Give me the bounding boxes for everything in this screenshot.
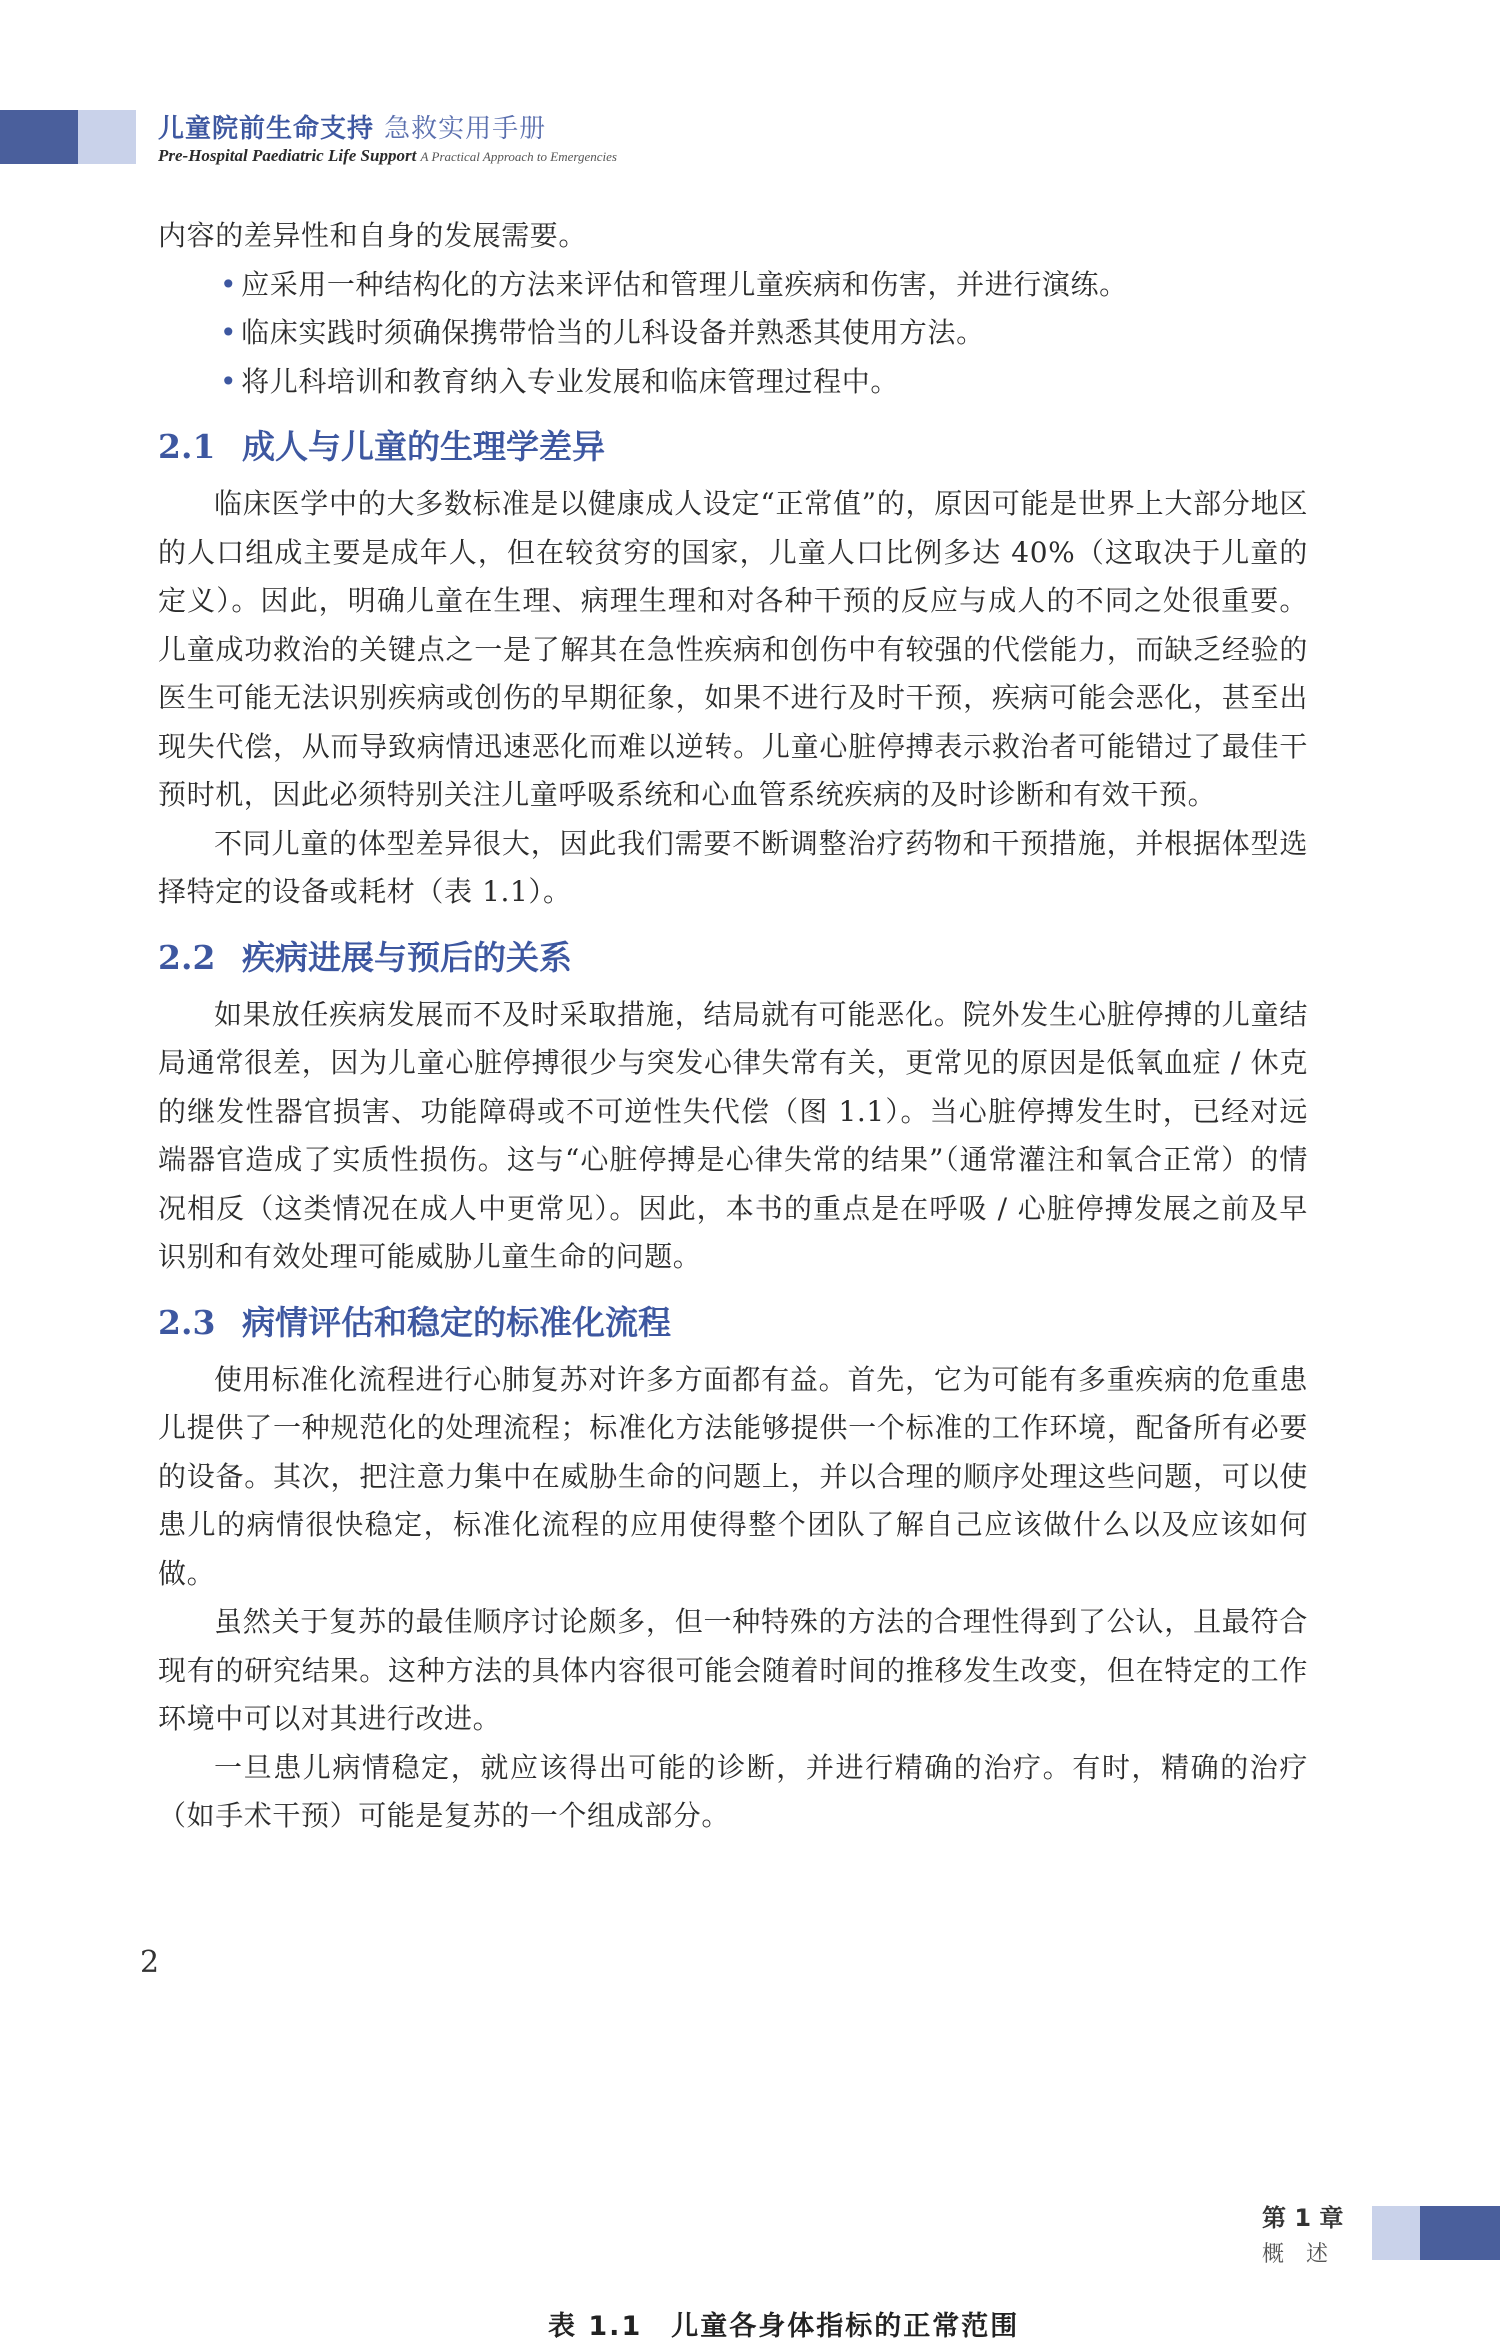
paragraph: 虽然关于复苏的最佳顺序讨论颇多，但一种特殊的方法的合理性得到了公认，且最符合现有的研究结果。这种方法的具体内容很可能会随着时间的推移发生改变，但在特定的工作环境中可以对其进行改进。 [158, 1605, 1308, 1735]
chapter-footer [1262, 2198, 1350, 2268]
bullet-item: • 将儿科培训和教育纳入专业发展和临床管理过程中。 [220, 364, 899, 398]
bullet-list [158, 261, 1308, 407]
paragraph: 不同儿童的体型差异很大，因此我们需要不断调整治疗药物和干预措施，并根据体型选择特定的设备或耗材（表 1.1）。 [158, 826, 1308, 908]
page-number: 2 [140, 1945, 160, 1980]
bullet-item: • 应采用一种结构化的方法来评估和管理儿童疾病和伤害，并进行演练。 [220, 267, 1128, 301]
section-heading-2-2 [158, 933, 1308, 983]
paragraph: 一旦患儿病情稳定，就应该得出可能的诊断，并进行精确的治疗。有时，精确的治疗（如手术干预）可能是复苏的一个组成部分。 [158, 1750, 1308, 1832]
table-caption: 表 1.1 儿童各身体指标的正常范围 [548, 2311, 1020, 2342]
book-title-en: Pre-Hospital Paediatric Life Support [158, 146, 417, 165]
section-number: 2.1 [158, 427, 216, 466]
section-title: 成人与儿童的生理学差异 [242, 427, 605, 466]
paragraph: 临床医学中的大多数标准是以健康成人设定“正常值”的，原因可能是世界上大部分地区的人口组成主要是成年人，但在较贫穷的国家，儿童人口比例多达 40%（这取决于儿童的定义）。因此，明确儿童在生理、病理生理和对各种干预的反应与成人的不同之处很重要。儿童成功救治的关键点之一是了解其在急性疾病和创伤中有较强的代偿能力，而缺乏经验的医生可能无法识别疾病或创伤的早期征象，如果不进行及时干预，疾病可能会恶化，甚至出现失代偿，从而导致病情迅速恶化而难以逆转。儿童心脏停搏表示救治者可能错过了最佳干预时机，因此必须特别关注儿童呼吸系统和心血管系统疾病的及时诊断和有效干预。 [158, 487, 1308, 811]
bullet-dot-icon: • [220, 316, 238, 349]
bullet-dot-icon: • [220, 364, 238, 398]
chapter-number: 第 1 章 [1262, 2204, 1344, 2232]
header-band-light [78, 110, 136, 164]
section-number: 2.2 [158, 937, 216, 977]
paragraph: 使用标准化流程进行心肺复苏对许多方面都有益。首先，它为可能有多重疾病的危重患儿提供了一种规范化的处理流程；标准化方法能够提供一个标准的工作环境，配备所有必要的设备。其次，把注意力集中在威胁生命的问题上，并以合理的顺序处理这些问题，可以使患儿的病情很快稳定，标准化流程的应用使得整个团队了解自己应该做什么以及应该如何做。 [158, 1362, 1308, 1590]
chapter-name: 概述 [1262, 2242, 1351, 2267]
section-heading-2-1 [158, 422, 1308, 472]
section-number: 2.3 [158, 1302, 216, 1342]
section-title: 疾病进展与预后的关系 [242, 937, 572, 977]
paragraph: 如果放任疾病发展而不及时采取措施，结局就有可能恶化。院外发生心脏停搏的儿童结局通常很差，因为儿童心脏停搏很少与突发心律失常有关，更常见的原因是低氧血症 / 休克的继发性器官损害、功能障碍或不可逆性失代偿（图 1.1）。当心脏停搏发生时，已经对远端器官造成了实质性损伤。这与“心脏停搏是心律失常的结果”（通常灌注和氧合正常）的情况相反（这类情况在成人中更常见）。因此，本书的重点是在呼吸 / 心脏停搏发展之前及早识别和有效处理可能威胁儿童生命的问题。 [158, 997, 1308, 1273]
running-header-cn [158, 108, 546, 145]
header-band-dark [0, 110, 78, 164]
book-subtitle-en: A Practical Approach to Emergencies [420, 149, 617, 164]
footer-band-light [1372, 2206, 1420, 2260]
bullet-item: • 临床实践时须确保携带恰当的儿科设备并熟悉其使用方法。 [220, 316, 985, 349]
book-subtitle-cn: 急救实用手册 [384, 114, 547, 144]
running-header-en [158, 146, 617, 166]
section-heading-2-3 [158, 1298, 1308, 1348]
footer-band-dark [1420, 2206, 1500, 2260]
section-title: 病情评估和稳定的标准化流程 [242, 1302, 671, 1342]
page-content [158, 212, 1308, 1841]
book-title-cn: 儿童院前生命支持 [158, 114, 375, 144]
bullet-dot-icon: • [220, 267, 238, 301]
intro-line: 内容的差异性和自身的发展需要。 [158, 219, 588, 252]
